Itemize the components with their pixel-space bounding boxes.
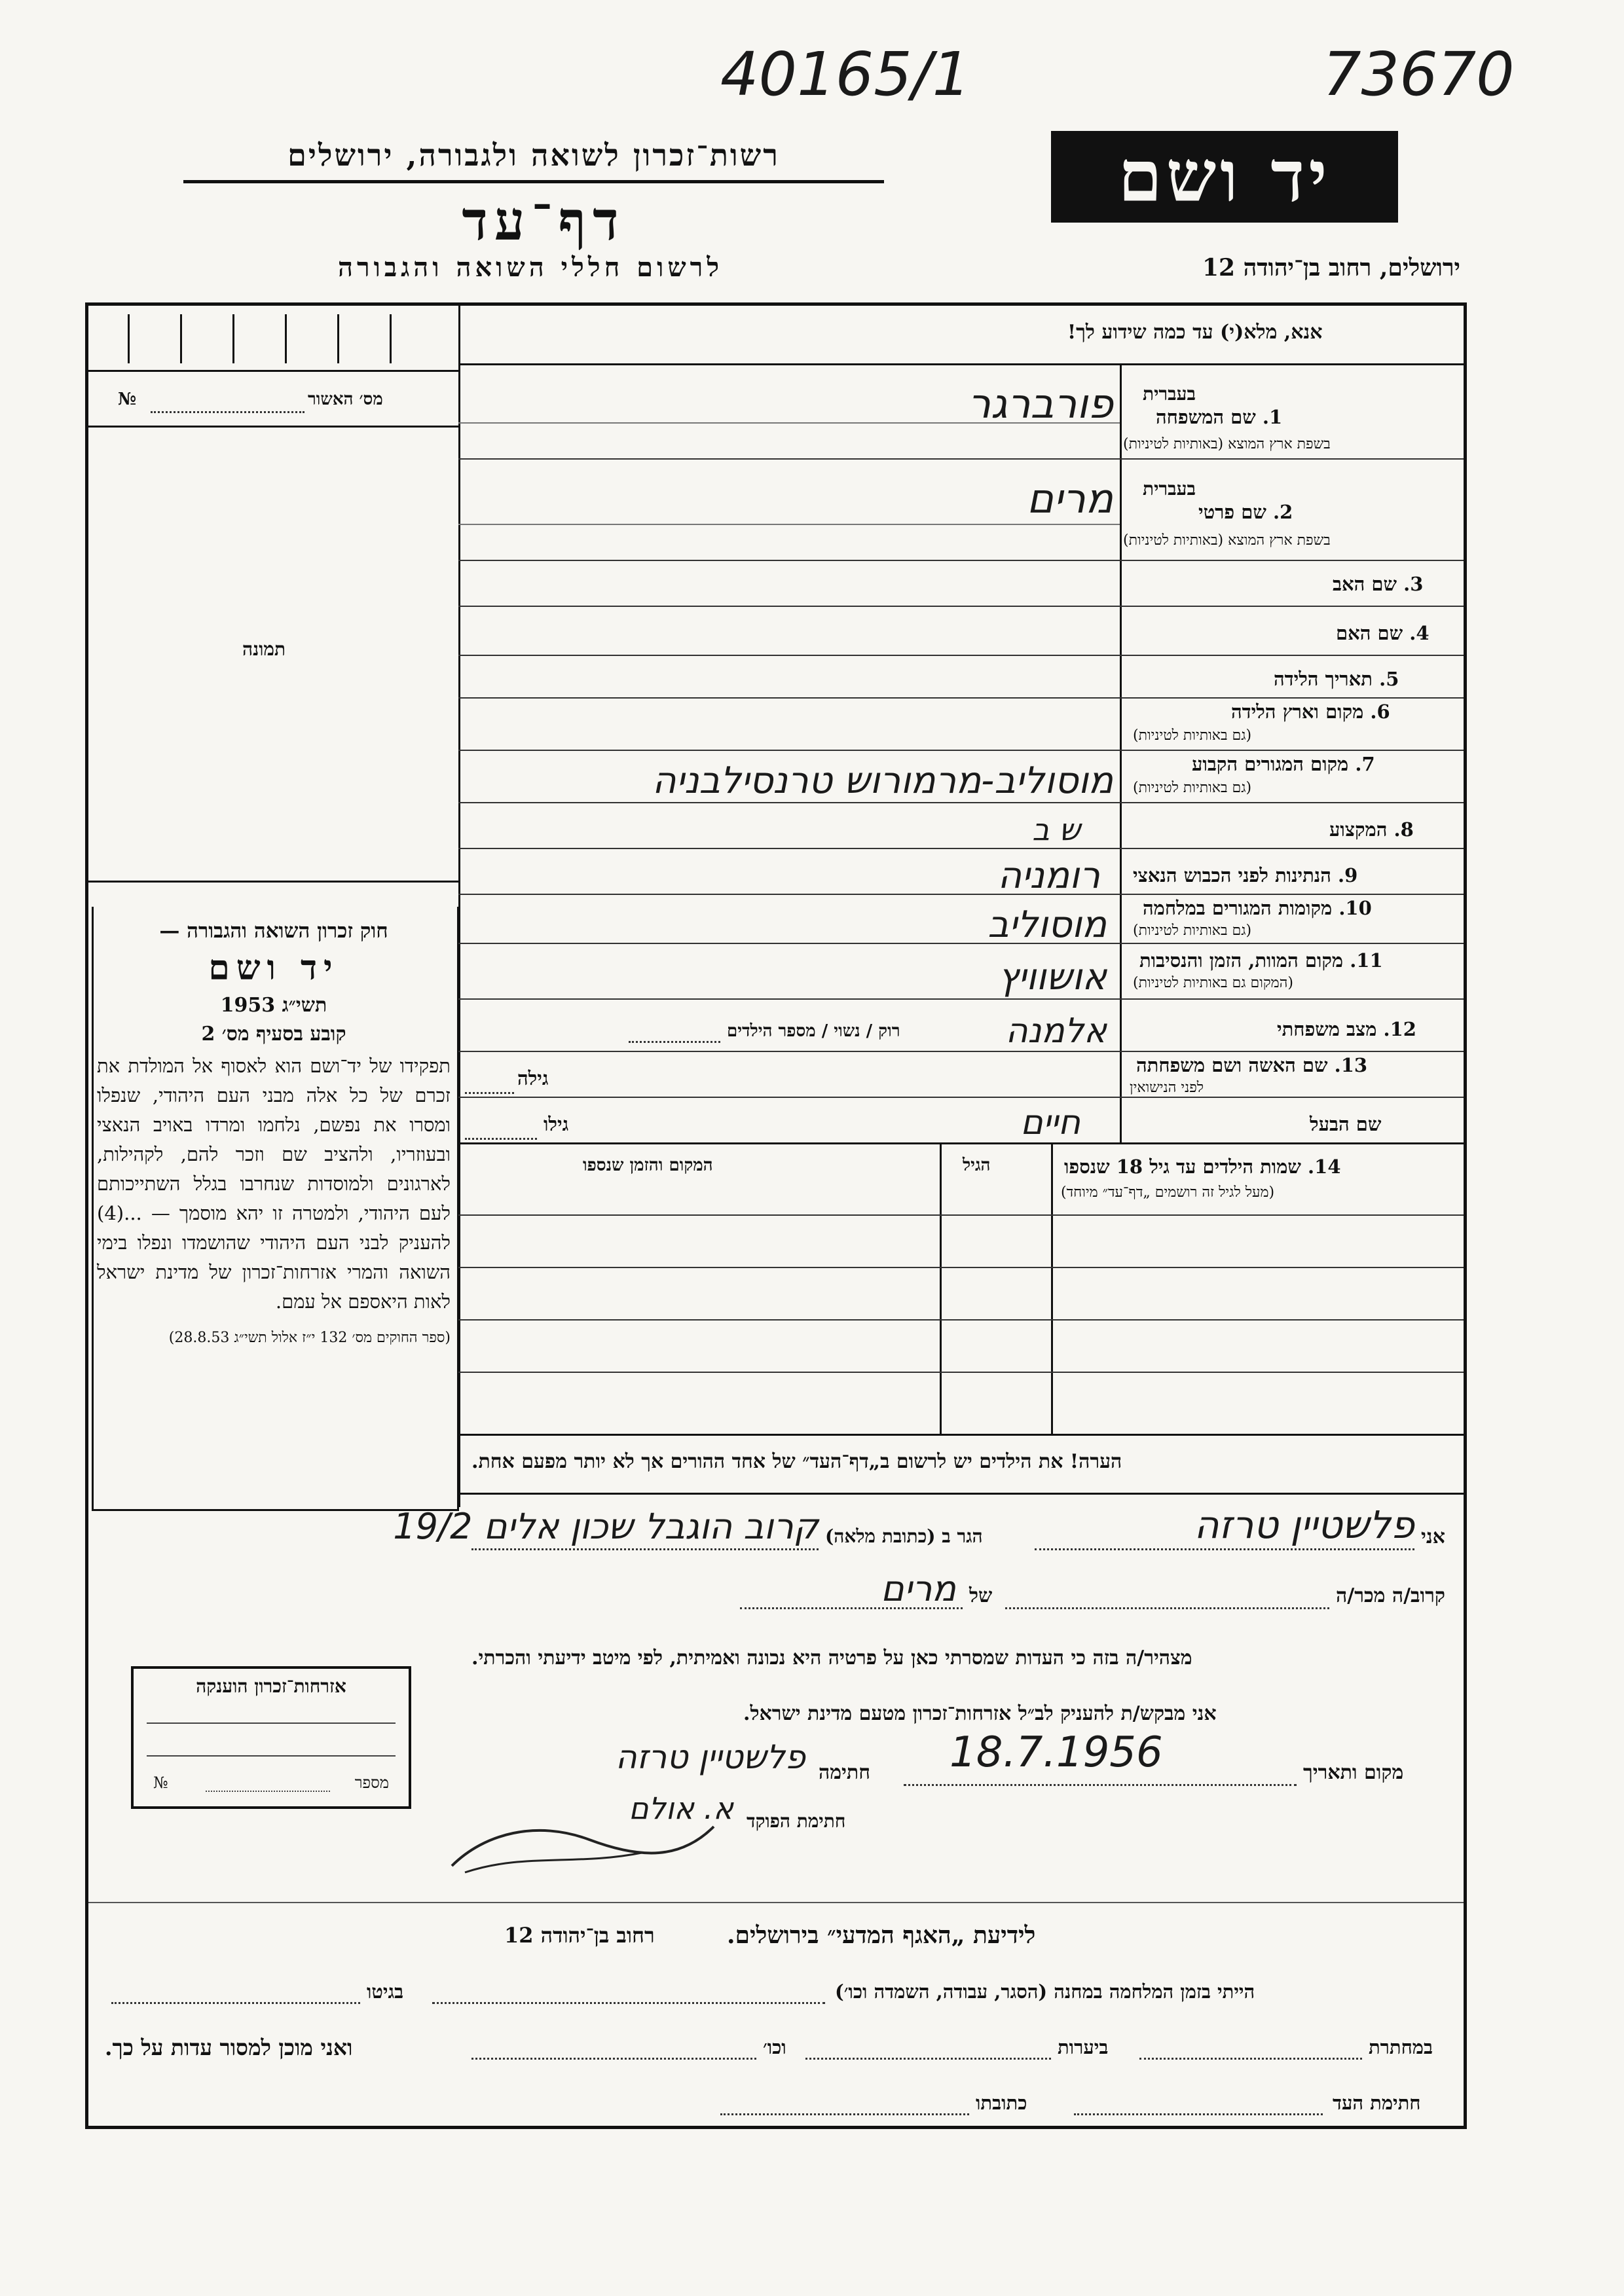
- citizenship-number-sign: №: [153, 1774, 168, 1792]
- declarant-resides: הגר ב (כתובת מלאה): [825, 1525, 983, 1547]
- husband-value: חיים: [1020, 1103, 1080, 1142]
- latin-line: [458, 524, 1120, 525]
- place-date-dots: [904, 1784, 1297, 1786]
- field-11-sub: (המקום גם באותיות לטיניות): [1133, 975, 1293, 991]
- photo-box-bottom: [88, 881, 458, 883]
- signature-flourish: [445, 1807, 720, 1879]
- field-11-name: מקום המוות, הזמן והנסיבות: [1139, 949, 1344, 972]
- row-line: [458, 1097, 1464, 1098]
- approval-dots: [151, 411, 304, 413]
- field-5-num: 5.: [1379, 668, 1399, 690]
- field-5-label: [1274, 668, 1399, 691]
- footer-line-1-dots: [432, 2002, 825, 2004]
- date-value: 18.7.1956: [950, 1728, 1163, 1777]
- field-7-value: מוסוליב-מרמורוש טרנסילבניה: [652, 759, 1113, 802]
- children-col-divider-1: [1051, 1142, 1053, 1434]
- note-bottom-rule: [458, 1493, 1464, 1495]
- header-address: ירושלים, רחוב בן־יהודה 12: [1202, 254, 1460, 282]
- children-label: [1064, 1156, 1341, 1178]
- field-9-value: רומניה: [997, 854, 1100, 897]
- field-5-name: תאריך הלידה: [1274, 668, 1373, 690]
- field-3-label: [1333, 573, 1423, 596]
- row-line: [458, 998, 1464, 1000]
- children-row-line: [458, 1319, 1464, 1321]
- field-1-num: 1.: [1262, 406, 1283, 428]
- form-subtitle: לרשום חללי השואה והגבורה: [337, 252, 724, 283]
- law-text: תפקידו של יד־ושם הוא לאסוף אל המולדת את זכרם של כל אלה מבני העם היהודי, שנפלו ומסרו את נפשם, נלחמו ומרדו באויב הנאצי ובעוזריו, ולהציב שם וזכר להם, לקהילות, לארגונים ולמוסדות שנחרבו בגלל השתייכותם לעם היהודי, ולמטרה זו יהא מוסמך — ...(4) להעניק לבני העם היהודי שהושמדו ונפלו בימי השואה והמרי אזרחות־זכרון של מדינת ישראל לאות היאספם אל עמם.: [97, 1055, 451, 1313]
- field-13-num: 13.: [1334, 1054, 1368, 1076]
- field-2-hebrew: בעברית: [1143, 478, 1196, 500]
- photo-label: תמונה: [242, 638, 286, 660]
- field-13-label: [1136, 1054, 1367, 1077]
- field-9-num: 9.: [1338, 864, 1358, 886]
- row-line: [458, 606, 1464, 607]
- field-10-sub: (גם באותיות לטיניות): [1133, 922, 1252, 939]
- approval-no: №: [118, 390, 137, 409]
- field-11-label: [1139, 949, 1383, 972]
- row-line: [458, 458, 1464, 460]
- row-line: [458, 1051, 1464, 1052]
- signature-label: חתימה: [819, 1761, 870, 1784]
- field-10-num: 10.: [1338, 897, 1372, 919]
- field-3-name: שם האב: [1333, 573, 1397, 595]
- row-line: [458, 560, 1464, 561]
- declaration-text: מצהיר/ה בזה כי העדות שמסרתי כאן על פרטיה היא נכונה ואמיתית, לפי מיטב ידיעתי והכרתי.: [471, 1647, 1192, 1669]
- field-13-name: שם האשה ושם משפחתה: [1136, 1054, 1328, 1076]
- field-1-sub: בשפת ארץ המוצא (באותיות לטיניות): [1123, 436, 1331, 452]
- footer-top-rule: [88, 1902, 1464, 1903]
- field-1-name: שם המשפחה: [1156, 406, 1256, 428]
- footer-forests-dots: [805, 2058, 1051, 2060]
- of-value: מרים: [880, 1568, 956, 1609]
- law-box-border: [92, 907, 459, 1511]
- wife-age-dots: [465, 1092, 514, 1094]
- citizenship-box: [131, 1666, 411, 1809]
- footer-witness-address-dots: [720, 2113, 969, 2115]
- children-row-line: [458, 1267, 1464, 1268]
- of-label: של: [969, 1584, 993, 1607]
- declarant-name: פלשטיין טרזה: [1194, 1503, 1414, 1547]
- field-2-name: שם פרטי: [1198, 501, 1266, 523]
- row-line: [458, 655, 1464, 656]
- relative-label: קרוב/ה מכר/ה: [1336, 1584, 1445, 1607]
- org-underline: [183, 180, 884, 183]
- field-2-label: [1198, 501, 1293, 524]
- field-7-num: 7.: [1355, 753, 1375, 775]
- children-place-col: המקום והזמן שנספו: [583, 1156, 713, 1175]
- field-6-sub: (גם באותיות לטיניות): [1133, 727, 1252, 744]
- labels-divider: [1120, 363, 1122, 1142]
- children-sub: (מעל לגיל זה רושמים „דף־עד״ מיוחד): [1061, 1184, 1275, 1201]
- children-age-col: הגיל: [963, 1156, 991, 1175]
- footer-witness-dots: [1074, 2113, 1323, 2115]
- declarant-address-dots: [471, 1548, 819, 1550]
- husband-age-label: גילו: [544, 1113, 569, 1135]
- field-6-num: 6.: [1370, 701, 1390, 723]
- field-9-label: [1133, 864, 1357, 887]
- footer-forests: ביערות: [1058, 2036, 1109, 2058]
- footer-underground: במחתרת: [1369, 2036, 1433, 2058]
- declarant-name-dots: [1035, 1548, 1414, 1550]
- officer-label: חתימת הפוקד: [747, 1810, 846, 1832]
- field-8-label: [1329, 818, 1414, 841]
- officer-signature: א. אולם: [629, 1791, 733, 1826]
- footer-witness-address: כתובתו: [976, 2092, 1027, 2114]
- footer-ghetto: בגיטו: [367, 1980, 404, 2003]
- field-9-name: הנתינות לפני הכבוש הנאצי: [1133, 864, 1331, 886]
- children-count-dots: [629, 1041, 720, 1043]
- row-line: [458, 848, 1464, 849]
- husband-label: שם הבעל: [1310, 1113, 1382, 1135]
- footer-ghetto-dots: [111, 2002, 360, 2004]
- footer-testimony: ואני מוכן למסור עדות על כך.: [105, 2035, 353, 2060]
- law-logo: יד ושם: [208, 948, 339, 988]
- request-text: אני מבקש/ת להעניק לב״ל אזרחות־זכרון מטעם מדינת ישראל.: [743, 1702, 1217, 1725]
- field-3-num: 3.: [1403, 573, 1424, 595]
- field-10-value: מוסוליב: [987, 903, 1107, 946]
- photo-box-top: [88, 426, 458, 428]
- field-12-num: 12.: [1383, 1018, 1416, 1040]
- footer-title: לידיעת „האגף המדעי״ בירושלים.: [727, 1922, 1036, 1949]
- place-date-label: מקום ותאריך: [1303, 1761, 1404, 1784]
- page-number: 73670: [1323, 39, 1515, 109]
- field-12-label: [1277, 1018, 1416, 1041]
- relative-dots: [1005, 1607, 1329, 1609]
- field-4-label: [1336, 622, 1430, 645]
- footer-line-1: הייתי בזמן המלחמה במחנה (הסגר, עבודה, השמדה וכו׳): [835, 1980, 1255, 2003]
- field-11-value: אושוויץ: [998, 956, 1107, 998]
- field-7-sub: (גם באותיות לטיניות): [1133, 780, 1252, 796]
- field-13-sub: לפני הנישואין: [1130, 1080, 1204, 1096]
- husband-age-dots: [465, 1138, 537, 1140]
- law-clause: קובע בסעיף מס׳ 2: [201, 1023, 346, 1046]
- declarant-prefix: אני: [1421, 1525, 1445, 1548]
- row-line: [458, 750, 1464, 751]
- instruction-rule: [458, 363, 1464, 365]
- signature-value: פלשטיין טרזה: [616, 1738, 805, 1776]
- citizenship-number-label: מספר: [354, 1774, 389, 1792]
- law-year: תשי״ג 1953: [220, 994, 327, 1017]
- field-4-num: 4.: [1409, 622, 1430, 644]
- children-note: הערה! את הילדים יש לרשום ב„דף־העד״ של אחד ההורים אך לא יותר מפעם אחת.: [471, 1450, 1122, 1473]
- field-2-value: מרים: [1026, 475, 1113, 522]
- barcode-boxes: [88, 308, 455, 370]
- field-1-hebrew: בעברית: [1143, 383, 1196, 405]
- children-num: 14.: [1308, 1156, 1341, 1178]
- footer-etc: וכו׳: [763, 2036, 786, 2058]
- field-8-name: המקצוע: [1329, 818, 1388, 841]
- footer-witness-sig: חתימת העד: [1333, 2092, 1421, 2114]
- field-1-value: פורברגר: [968, 380, 1113, 428]
- instruction: אנא, מלא(י) עד כמה שידוע לך!: [1067, 321, 1323, 344]
- field-7-name: מקום המגורים הקבוע: [1192, 753, 1349, 775]
- marital-options: רוק / נשוי / מספר הילדים: [727, 1021, 900, 1041]
- row-line: [458, 697, 1464, 699]
- field-8-num: 8.: [1393, 818, 1414, 841]
- field-7-label: [1192, 753, 1375, 776]
- children-col-divider-2: [940, 1142, 942, 1434]
- left-top-rule: [88, 370, 458, 372]
- field-6-name: מקום וארץ הלידה: [1231, 701, 1364, 723]
- field-11-num: 11.: [1350, 949, 1383, 972]
- row-line: [458, 1142, 1464, 1144]
- field-8-value: ש ב: [1032, 812, 1080, 847]
- field-2-sub: בשפת ארץ המוצא (באותיות לטיניות): [1123, 532, 1331, 549]
- yad-vashem-logo: יד ושם: [1051, 131, 1398, 223]
- field-12-value: אלמנה: [1005, 1011, 1107, 1051]
- field-10-label: [1143, 897, 1372, 920]
- field-1-label: [1156, 406, 1282, 429]
- children-row-line: [458, 1214, 1464, 1216]
- field-4-name: שם האם: [1336, 622, 1403, 644]
- law-title: חוק זכרון השואה והגבורה —: [159, 919, 388, 943]
- field-2-num: 2.: [1272, 501, 1293, 523]
- field-10-name: מקומות המגורים במלחמה: [1143, 897, 1333, 919]
- form-title: דף־עד: [462, 190, 625, 253]
- field-12-name: מצב משפחתי: [1277, 1018, 1377, 1040]
- file-number: 40165/1: [720, 39, 971, 109]
- law-source: (ספר החוקים מס׳ 132 י״ז אלול תשי״ג 28.8.53): [168, 1330, 451, 1346]
- org-line: רשות־זכרון לשואה ולגבורה, ירושלים: [287, 137, 780, 173]
- footer-etc-dots: [471, 2058, 756, 2060]
- wife-age-label: גילה: [517, 1067, 549, 1089]
- children-name: שמות הילדים עד גיל 18 שנספו: [1064, 1156, 1301, 1178]
- approval-label: מס׳ האשור: [308, 390, 383, 409]
- citizenship-title: אזרחות־זכרון הוענקה: [196, 1675, 346, 1697]
- declarant-address: קרוב הוגבל שכון אלים 19/2: [393, 1506, 819, 1547]
- children-table-bottom: [458, 1434, 1464, 1436]
- children-row-line: [458, 1372, 1464, 1373]
- footer-address: רחוב בן־יהודה 12: [504, 1923, 655, 1948]
- row-line: [458, 802, 1464, 803]
- footer-underground-dots: [1139, 2058, 1362, 2060]
- field-6-label: [1231, 701, 1390, 723]
